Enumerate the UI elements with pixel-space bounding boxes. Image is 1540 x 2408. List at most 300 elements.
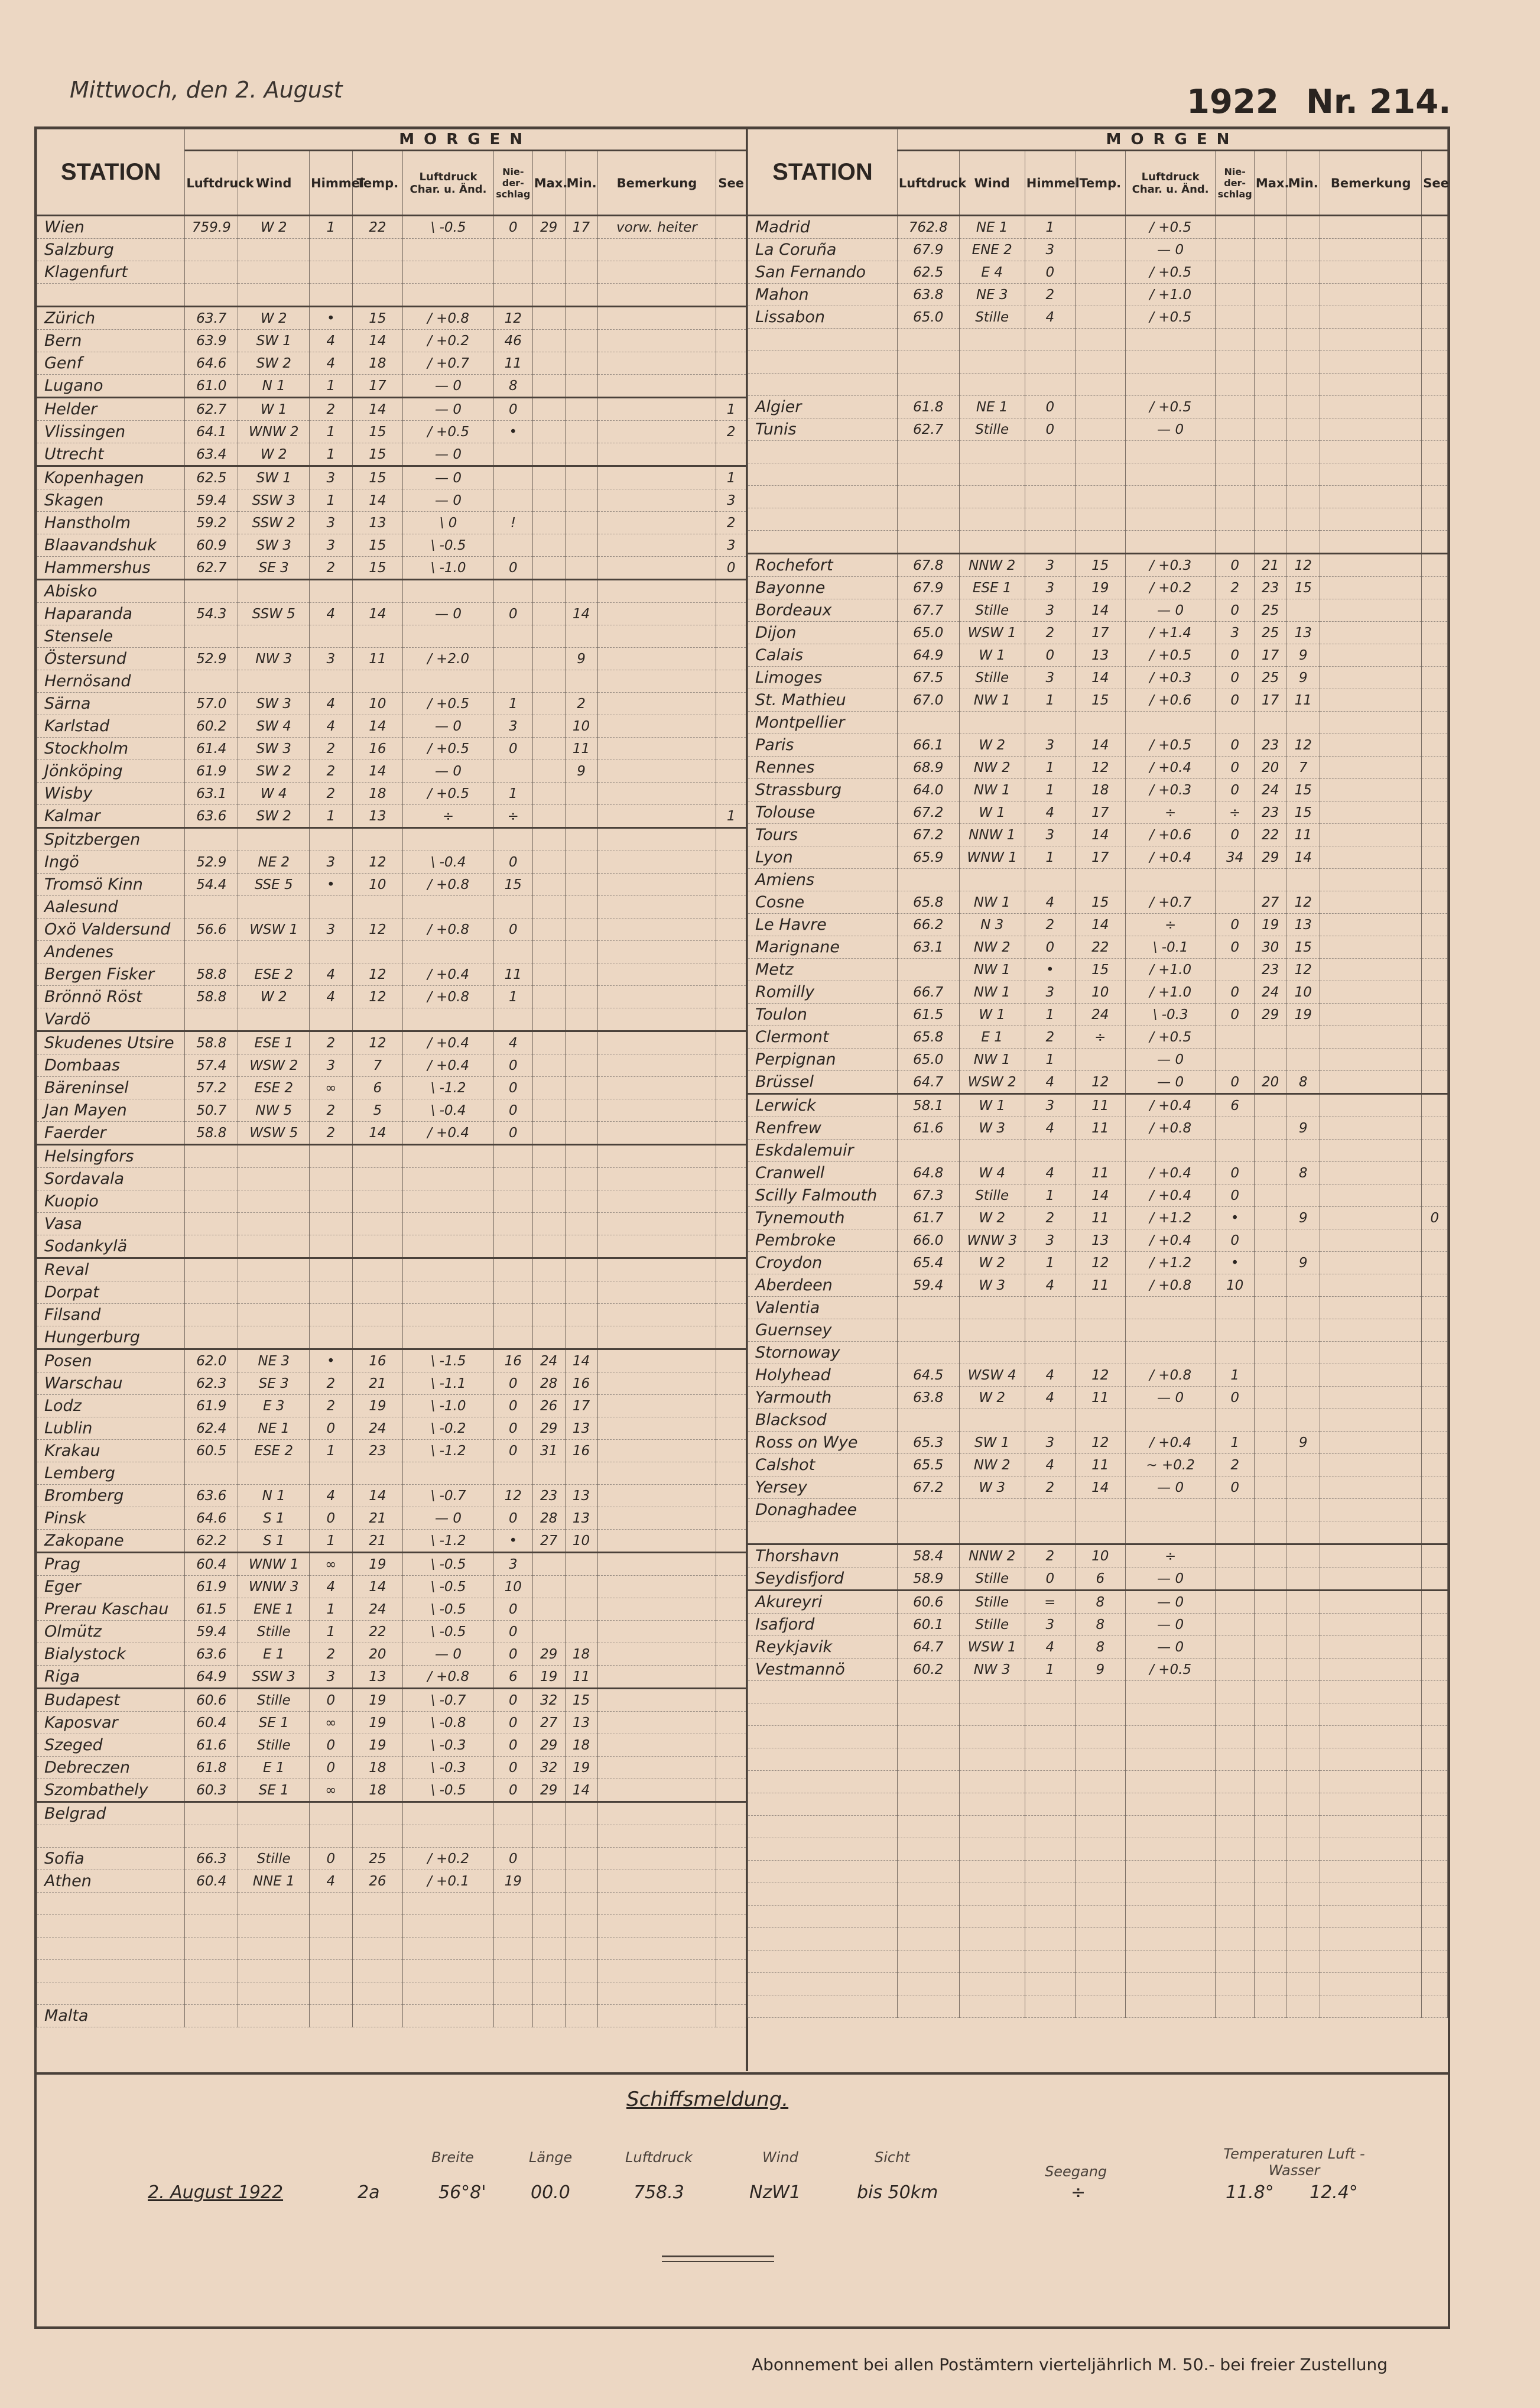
cell-himmel: 3 xyxy=(1025,824,1075,846)
cell-luftdruck-char: / +0.4 xyxy=(1125,846,1216,869)
cell-temp: 12 xyxy=(352,1031,403,1054)
cell-temp xyxy=(1075,418,1125,441)
cell-niederschlag: 1 xyxy=(493,986,532,1008)
cell-min xyxy=(565,330,597,352)
cell-min xyxy=(565,239,597,261)
cell-himmel: 3 xyxy=(310,512,352,534)
cell-max: 19 xyxy=(532,1666,565,1689)
cell-min xyxy=(1286,1928,1320,1951)
station-name: Dorpat xyxy=(37,1281,185,1304)
cell-himmel: 3 xyxy=(1025,577,1075,599)
cell-min xyxy=(565,874,597,896)
cell-bemerkung xyxy=(597,693,716,715)
cell-bemerkung xyxy=(1320,846,1422,869)
cell-bemerkung xyxy=(597,1417,716,1440)
station-row xyxy=(37,1893,746,1915)
station-row xyxy=(37,330,746,352)
cell-bemerkung xyxy=(597,1960,716,1982)
cell-min xyxy=(1286,418,1320,441)
cell-bemerkung xyxy=(1320,891,1422,914)
cell-luftdruck: 60.1 xyxy=(897,1614,959,1636)
cell-temp xyxy=(1075,1928,1125,1951)
cell-temp xyxy=(352,1825,403,1848)
cell-himmel: 3 xyxy=(310,1666,352,1689)
cell-temp: 19 xyxy=(1075,577,1125,599)
cell-bemerkung xyxy=(1320,936,1422,959)
cell-luftdruck-char: \ -0.5 xyxy=(403,1621,494,1643)
cell-temp xyxy=(352,1008,403,1031)
cell-luftdruck xyxy=(897,1883,959,1906)
cell-himmel: 2 xyxy=(310,1372,352,1395)
cell-see xyxy=(1422,1049,1448,1071)
cell-min: 13 xyxy=(565,1485,597,1507)
cell-see xyxy=(1422,1928,1448,1951)
cell-bemerkung xyxy=(1320,1207,1422,1229)
cell-see: 0 xyxy=(1422,1207,1448,1229)
cell-himmel: 3 xyxy=(310,1054,352,1077)
cell-min xyxy=(1286,1049,1320,1071)
cell-luftdruck: 64.1 xyxy=(185,421,238,443)
cell-himmel: 0 xyxy=(310,1734,352,1757)
cell-see xyxy=(716,670,746,693)
cell-temp xyxy=(1075,712,1125,734)
cell-luftdruck-char xyxy=(403,1915,494,1938)
cell-niederschlag xyxy=(493,1281,532,1304)
station-name xyxy=(37,284,185,307)
cell-luftdruck: 61.8 xyxy=(897,396,959,418)
station-name: Prag xyxy=(37,1553,185,1576)
cell-luftdruck-char: / +0.5 xyxy=(1125,734,1216,757)
cell-min xyxy=(565,1982,597,2005)
cell-min: 17 xyxy=(565,1395,597,1417)
cell-see xyxy=(1422,667,1448,689)
station-row xyxy=(748,1771,1448,1793)
cell-himmel xyxy=(310,1982,352,2005)
cell-luftdruck-char: / +0.6 xyxy=(1125,824,1216,846)
cell-luftdruck-char xyxy=(403,284,494,307)
cell-niederschlag: 0 xyxy=(1216,914,1254,936)
cell-himmel xyxy=(1025,1928,1075,1951)
station-row xyxy=(748,1726,1448,1748)
station-name xyxy=(748,441,898,463)
cell-max xyxy=(1254,463,1286,486)
cell-wind xyxy=(959,1703,1025,1726)
cell-niederschlag: 1 xyxy=(493,783,532,805)
cell-niederschlag xyxy=(1216,1117,1254,1140)
col-min: Min. xyxy=(565,151,597,216)
cell-wind xyxy=(238,2005,310,2027)
cell-luftdruck-char: \ -0.5 xyxy=(403,1779,494,1802)
station-row xyxy=(37,760,746,783)
cell-bemerkung xyxy=(1320,1229,1422,1252)
cell-bemerkung xyxy=(1320,577,1422,599)
cell-min: 8 xyxy=(1286,1162,1320,1184)
station-row xyxy=(37,715,746,738)
cell-niederschlag xyxy=(1216,1748,1254,1771)
cell-luftdruck-char xyxy=(1125,329,1216,351)
station-name: Brüssel xyxy=(748,1071,898,1094)
cell-see xyxy=(1422,779,1448,801)
cell-luftdruck: 64.7 xyxy=(897,1636,959,1659)
cell-temp: 19 xyxy=(352,1734,403,1757)
cell-himmel: 0 xyxy=(1025,396,1075,418)
station-row xyxy=(37,1553,746,1576)
station-row xyxy=(37,307,746,330)
cell-min xyxy=(1286,486,1320,508)
cell-himmel: 0 xyxy=(1025,644,1075,667)
station-row xyxy=(748,1454,1448,1476)
cell-temp xyxy=(1075,1342,1125,1364)
station-row xyxy=(748,1297,1448,1319)
cell-max xyxy=(532,512,565,534)
cell-himmel xyxy=(310,1802,352,1825)
cell-see xyxy=(716,1031,746,1054)
station-row xyxy=(37,2005,746,2027)
cell-bemerkung xyxy=(1320,1409,1422,1432)
cell-bemerkung xyxy=(1320,1387,1422,1409)
cell-bemerkung xyxy=(1320,1861,1422,1883)
cell-temp: 12 xyxy=(1075,1071,1125,1094)
cell-see xyxy=(1422,1838,1448,1861)
cell-luftdruck xyxy=(897,1748,959,1771)
subscription-footer: Abonnement bei allen Postämtern vierteljährlich M. 50.- bei freier Zustellung xyxy=(752,2355,1388,2374)
cell-luftdruck-char xyxy=(403,828,494,851)
cell-wind xyxy=(959,374,1025,396)
cell-max xyxy=(532,805,565,828)
cell-bemerkung xyxy=(1320,1184,1422,1207)
cell-max: 24 xyxy=(532,1349,565,1372)
cell-wind: W 2 xyxy=(238,216,310,239)
cell-max xyxy=(1254,1544,1286,1568)
cell-luftdruck xyxy=(185,670,238,693)
cell-luftdruck: 59.4 xyxy=(185,1621,238,1643)
cell-temp: 11 xyxy=(1075,1094,1125,1117)
cell-max xyxy=(532,851,565,874)
cell-luftdruck-char: / +1.2 xyxy=(1125,1207,1216,1229)
cell-bemerkung xyxy=(1320,1319,1422,1342)
station-row xyxy=(748,1659,1448,1681)
cell-niederschlag xyxy=(493,1213,532,1235)
cell-see xyxy=(1422,1476,1448,1499)
cell-luftdruck xyxy=(185,941,238,963)
cell-temp: 10 xyxy=(1075,981,1125,1004)
cell-luftdruck-char xyxy=(1125,1793,1216,1816)
cell-min: 13 xyxy=(1286,622,1320,644)
station-row xyxy=(748,1703,1448,1726)
cell-max xyxy=(1254,1861,1286,1883)
station-name: Yarmouth xyxy=(748,1387,898,1409)
cell-wind: SW 1 xyxy=(238,466,310,489)
cell-himmel: 4 xyxy=(1025,1071,1075,1094)
cell-luftdruck-char: \ -0.5 xyxy=(403,1598,494,1621)
cell-temp: 15 xyxy=(1075,891,1125,914)
cell-luftdruck xyxy=(897,1951,959,1973)
cell-see xyxy=(1422,1951,1448,1973)
cell-wind: NW 1 xyxy=(959,981,1025,1004)
cell-bemerkung xyxy=(597,1621,716,1643)
cell-luftdruck xyxy=(897,1838,959,1861)
cell-min: 16 xyxy=(565,1440,597,1462)
cell-max xyxy=(1254,1476,1286,1499)
station-name: Lemberg xyxy=(37,1462,185,1485)
cell-niederschlag xyxy=(1216,1499,1254,1521)
station-name: Wisby xyxy=(37,783,185,805)
cell-himmel: 3 xyxy=(1025,599,1075,622)
cell-himmel: 0 xyxy=(310,1507,352,1530)
cell-himmel: 1 xyxy=(1025,846,1075,869)
cell-see xyxy=(1422,1499,1448,1521)
cell-max: 23 xyxy=(1254,801,1286,824)
cell-temp: 14 xyxy=(352,489,403,512)
cell-min xyxy=(1286,1568,1320,1591)
cell-luftdruck-char xyxy=(1125,869,1216,891)
cell-max xyxy=(532,986,565,1008)
cell-wind: W 2 xyxy=(959,1252,1025,1274)
station-name: Clermont xyxy=(748,1026,898,1049)
cell-min xyxy=(565,1621,597,1643)
cell-luftdruck-char: — 0 xyxy=(403,1507,494,1530)
station-row xyxy=(37,1417,746,1440)
station-name: Vlissingen xyxy=(37,421,185,443)
cell-see xyxy=(1422,1140,1448,1162)
cell-min xyxy=(565,375,597,398)
cell-luftdruck: 67.8 xyxy=(897,554,959,577)
cell-niederschlag xyxy=(493,443,532,466)
cell-luftdruck-char: ÷ xyxy=(1125,801,1216,824)
cell-min xyxy=(565,557,597,580)
station-row xyxy=(37,352,746,375)
cell-max xyxy=(1254,1229,1286,1252)
cell-bemerkung xyxy=(1320,1995,1422,2018)
cell-temp xyxy=(1075,1409,1125,1432)
station-row xyxy=(748,441,1448,463)
cell-niederschlag: 34 xyxy=(1216,846,1254,869)
cell-himmel: 4 xyxy=(310,1870,352,1893)
cell-temp: 14 xyxy=(1075,667,1125,689)
morgen-header: MORGEN xyxy=(185,129,746,151)
cell-min: 11 xyxy=(565,1666,597,1689)
cell-max xyxy=(532,352,565,375)
station-row xyxy=(37,1462,746,1485)
cell-bemerkung xyxy=(1320,1252,1422,1274)
cell-luftdruck: 60.2 xyxy=(897,1659,959,1681)
station-row xyxy=(37,512,746,534)
cell-see xyxy=(1422,1748,1448,1771)
cell-min xyxy=(1286,1387,1320,1409)
cell-see xyxy=(716,896,746,919)
cell-niederschlag: 0 xyxy=(493,1689,532,1712)
cell-wind: N 1 xyxy=(238,375,310,398)
station-name xyxy=(37,1938,185,1960)
cell-niederschlag xyxy=(1216,531,1254,554)
cell-niederschlag xyxy=(493,625,532,648)
cell-wind xyxy=(238,1281,310,1304)
cell-niederschlag xyxy=(1216,1703,1254,1726)
cell-wind xyxy=(238,1235,310,1258)
cell-min xyxy=(565,919,597,941)
cell-niederschlag: 0 xyxy=(493,398,532,421)
cell-luftdruck xyxy=(897,1861,959,1883)
cell-luftdruck-char xyxy=(403,1235,494,1258)
station-row xyxy=(37,1258,746,1281)
cell-temp xyxy=(1075,306,1125,329)
cell-max xyxy=(532,1213,565,1235)
cell-min xyxy=(565,963,597,986)
cell-temp: 16 xyxy=(352,1349,403,1372)
cell-luftdruck: 67.5 xyxy=(897,667,959,689)
cell-min xyxy=(1286,1816,1320,1838)
cell-himmel: 2 xyxy=(1025,284,1075,306)
cell-niederschlag: ÷ xyxy=(1216,801,1254,824)
cell-temp: 14 xyxy=(1075,824,1125,846)
cell-niederschlag: 0 xyxy=(1216,824,1254,846)
cell-himmel: ∞ xyxy=(310,1779,352,1802)
cell-luftdruck-char xyxy=(1125,1928,1216,1951)
station-row xyxy=(748,959,1448,981)
cell-niederschlag xyxy=(1216,1049,1254,1071)
cell-luftdruck-char: / +0.4 xyxy=(1125,1094,1216,1117)
cell-see xyxy=(1422,577,1448,599)
cell-wind: NW 1 xyxy=(959,1049,1025,1071)
station-name: Pembroke xyxy=(748,1229,898,1252)
cell-max xyxy=(1254,712,1286,734)
station-row xyxy=(748,824,1448,846)
cell-luftdruck xyxy=(185,828,238,851)
cell-wind: Stille xyxy=(959,1568,1025,1591)
cell-min xyxy=(1286,1995,1320,2018)
cell-niederschlag xyxy=(1216,1861,1254,1883)
cell-bemerkung xyxy=(1320,531,1422,554)
cell-wind: NW 2 xyxy=(959,936,1025,959)
cell-min xyxy=(1286,1297,1320,1319)
station-row xyxy=(748,869,1448,891)
cell-max xyxy=(532,534,565,557)
cell-min xyxy=(1286,1703,1320,1726)
cell-bemerkung xyxy=(1320,689,1422,712)
cell-see xyxy=(716,1485,746,1507)
cell-luftdruck-char xyxy=(403,1190,494,1213)
cell-bemerkung xyxy=(597,1915,716,1938)
station-row xyxy=(37,1598,746,1621)
cell-max: 23 xyxy=(1254,959,1286,981)
cell-niederschlag xyxy=(1216,1297,1254,1319)
cell-temp: 11 xyxy=(1075,1454,1125,1476)
cell-himmel xyxy=(310,1462,352,1485)
cell-wind: W 2 xyxy=(959,1207,1025,1229)
cell-himmel xyxy=(1025,1771,1075,1793)
cell-see xyxy=(716,330,746,352)
cell-niederschlag: • xyxy=(1216,1207,1254,1229)
cell-luftdruck-char: \ -0.2 xyxy=(403,1417,494,1440)
cell-luftdruck xyxy=(185,1893,238,1915)
cell-luftdruck-char xyxy=(1125,1409,1216,1432)
cell-wind: SSE 5 xyxy=(238,874,310,896)
cell-temp xyxy=(1075,486,1125,508)
cell-luftdruck: 60.4 xyxy=(185,1553,238,1576)
station-row xyxy=(37,239,746,261)
cell-himmel: 1 xyxy=(1025,1184,1075,1207)
cell-bemerkung xyxy=(1320,1544,1422,1568)
cell-bemerkung xyxy=(597,1122,716,1145)
station-name xyxy=(748,1521,898,1544)
cell-luftdruck xyxy=(897,329,959,351)
cell-see xyxy=(716,625,746,648)
cell-see xyxy=(716,1349,746,1372)
cell-max xyxy=(1254,1026,1286,1049)
cell-see xyxy=(716,1598,746,1621)
cell-luftdruck: 58.8 xyxy=(185,986,238,1008)
cell-luftdruck-char xyxy=(1125,1521,1216,1544)
cell-himmel: 2 xyxy=(1025,1476,1075,1499)
station-row xyxy=(37,284,746,307)
cell-luftdruck: 62.3 xyxy=(185,1372,238,1395)
station-row xyxy=(37,1938,746,1960)
cell-temp xyxy=(1075,1861,1125,1883)
station-name: Rennes xyxy=(748,757,898,779)
cell-luftdruck xyxy=(185,1326,238,1349)
cell-niederschlag: 0 xyxy=(493,603,532,625)
cell-wind: NW 1 xyxy=(959,689,1025,712)
cell-max xyxy=(532,1077,565,1099)
cell-wind: SW 2 xyxy=(238,352,310,375)
cell-see xyxy=(1422,261,1448,284)
cell-max xyxy=(532,1462,565,1485)
station-row xyxy=(748,1793,1448,1816)
cell-luftdruck-char xyxy=(403,1893,494,1915)
cell-luftdruck: 63.1 xyxy=(897,936,959,959)
cell-wind: Stille xyxy=(238,1848,310,1870)
cell-niederschlag: 19 xyxy=(493,1870,532,1893)
cell-max xyxy=(532,580,565,603)
cell-bemerkung xyxy=(1320,1838,1422,1861)
station-name: Warschau xyxy=(37,1372,185,1395)
cell-max xyxy=(532,783,565,805)
cell-temp: 8 xyxy=(1075,1614,1125,1636)
cell-luftdruck xyxy=(897,1499,959,1521)
cell-luftdruck-char: / +0.4 xyxy=(403,963,494,986)
cell-see xyxy=(716,216,746,239)
cell-niederschlag xyxy=(493,941,532,963)
station-row xyxy=(748,1973,1448,1995)
station-row xyxy=(37,963,746,986)
cell-himmel: 2 xyxy=(310,1122,352,1145)
cell-max xyxy=(1254,1951,1286,1973)
cell-niederschlag: 0 xyxy=(493,1372,532,1395)
cell-luftdruck: 58.1 xyxy=(897,1094,959,1117)
cell-see xyxy=(716,738,746,760)
cell-bemerkung xyxy=(597,1643,716,1666)
cell-niederschlag: 1 xyxy=(493,693,532,715)
cell-niederschlag: 0 xyxy=(1216,599,1254,622)
cell-wind xyxy=(238,828,310,851)
cell-max xyxy=(1254,351,1286,374)
cell-min xyxy=(565,941,597,963)
cell-min xyxy=(565,670,597,693)
station-name: Bialystock xyxy=(37,1643,185,1666)
cell-bemerkung xyxy=(1320,1973,1422,1995)
station-row xyxy=(37,648,746,670)
cell-niederschlag: 0 xyxy=(493,1779,532,1802)
cell-bemerkung xyxy=(597,1213,716,1235)
cell-bemerkung xyxy=(597,1304,716,1326)
cell-luftdruck xyxy=(897,1906,959,1928)
cell-niederschlag xyxy=(1216,1636,1254,1659)
cell-himmel: 3 xyxy=(310,919,352,941)
cell-niederschlag: 0 xyxy=(493,1395,532,1417)
cell-bemerkung xyxy=(597,670,716,693)
cell-see xyxy=(716,1666,746,1689)
cell-min xyxy=(1286,1973,1320,1995)
